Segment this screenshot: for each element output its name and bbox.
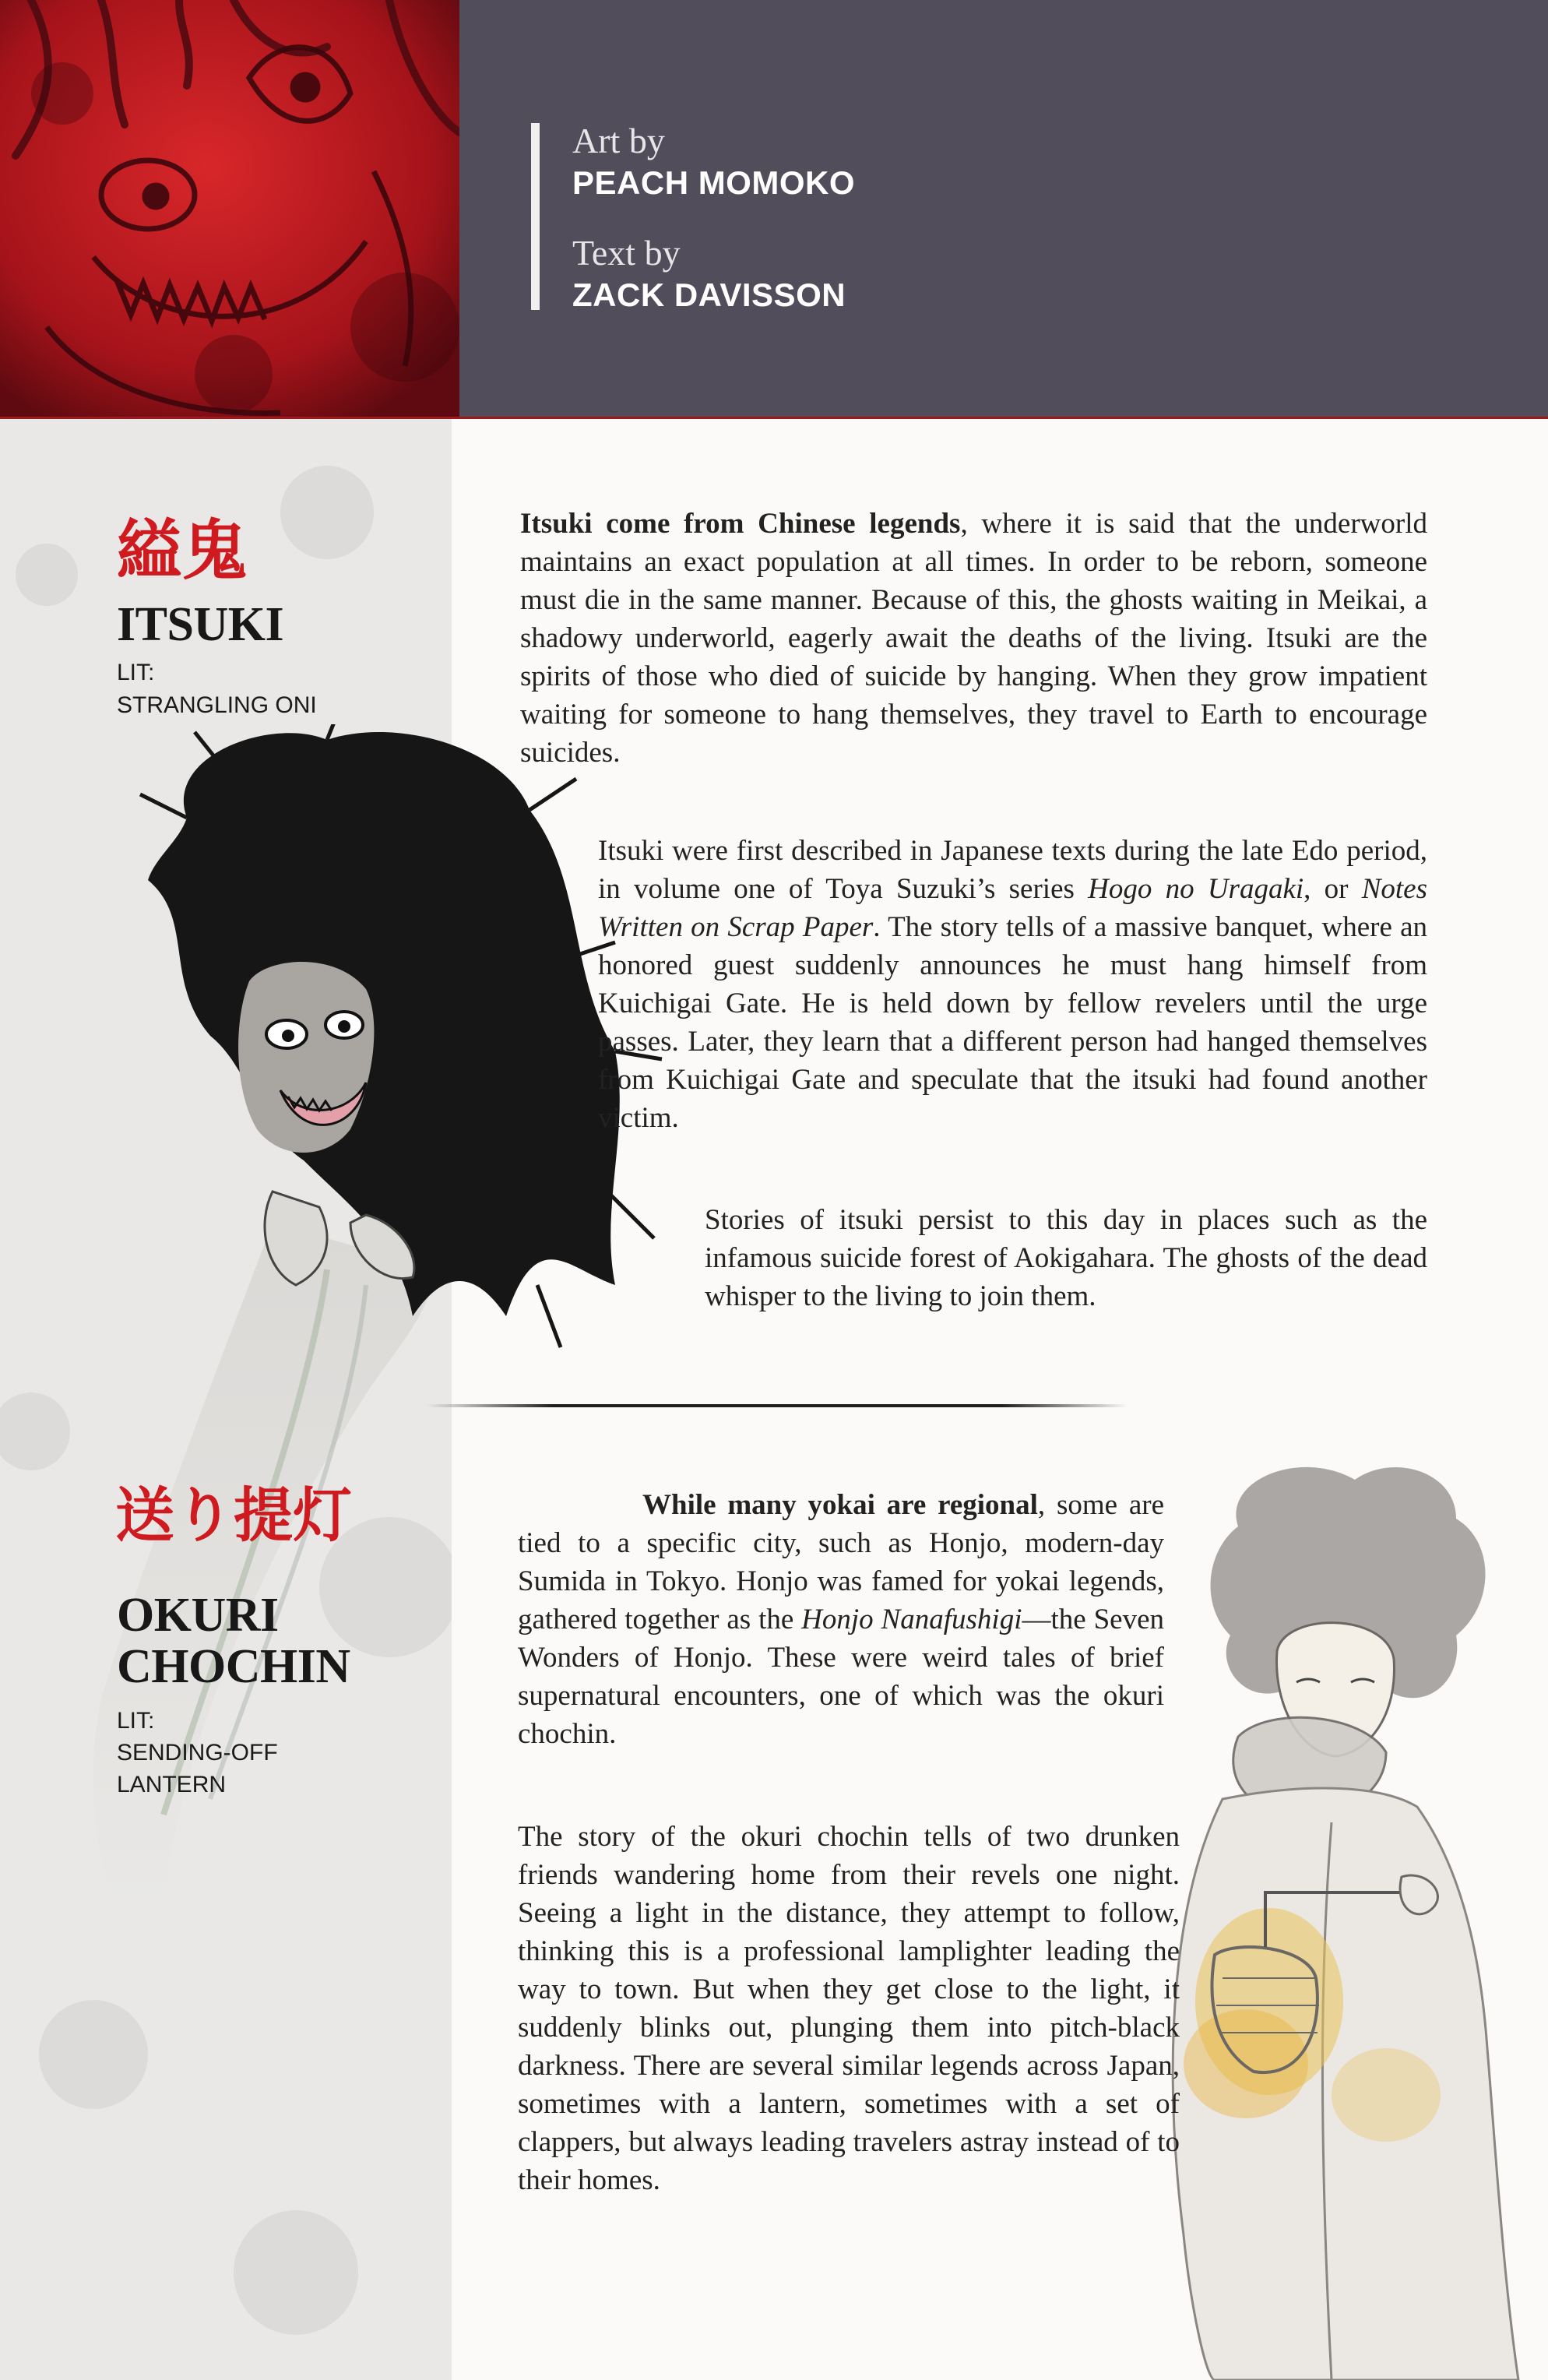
- oni-face-icon: [0, 0, 459, 417]
- art-by-name: PEACH MOMOKO: [572, 164, 855, 201]
- itsuki-lead: Itsuki come from Chinese legends: [520, 508, 961, 540]
- itsuki-p2-a: Itsuki were first described in Japanese texts during the late Edo period, in volume one of Toya Suzuki’s series: [598, 835, 1427, 905]
- okuri-p1-b: —the Seven Wonders of Honjo. These were weird tales of brief supernatural encounters, one of which was the okuri chochin.: [518, 1604, 1164, 1750]
- okuri-p1-a: , some are tied to a specific city, such as Honjo, modern-day Sumida in Tokyo. Honjo was famed for yokai legends, gathered together as the: [518, 1489, 1164, 1635]
- itsuki-p2-title1: Hogo no Uragaki: [1088, 873, 1304, 905]
- okuri-lit-line1: SENDING-OFF: [117, 1740, 278, 1766]
- okuri-title-line2: CHOCHIN: [117, 1640, 350, 1693]
- itsuki-p2-b: , or: [1303, 873, 1362, 905]
- okuri-lead: While many yokai are regional: [642, 1489, 1038, 1521]
- itsuki-p1-text: , where it is said that the underworld maintains an exact population at all times. In order to be reborn, someone must die in the same manner. Because of this, the ghosts waiting in Meikai, a shadowy underworld, eagerly await the deaths of the living. Itsuki are the spirits of those who died of suicide by hanging. When they grow impatient waiting for someone to hang themselves, they travel to Earth to encourage suicides.: [520, 508, 1427, 769]
- text-by-name: ZACK DAVISSON: [572, 276, 846, 313]
- text-by-label: Text by: [572, 233, 681, 273]
- itsuki-paragraph-1: [520, 505, 1427, 772]
- itsuki-paragraph-2: [598, 832, 1427, 1137]
- okuri-kanji: 送り提灯: [115, 1480, 352, 1550]
- itsuki-title: ITSUKI: [117, 598, 284, 651]
- itsuki-paragraph-3: Stories of itsuki persist to this day in places such as the infamous suicide forest of Aokigahara. The ghosts of the dead whisper to the living to join them.: [705, 1204, 1427, 1312]
- okuri-lit-label: LIT:: [117, 1708, 155, 1734]
- itsuki-kanji: 縊鬼: [117, 512, 248, 589]
- okuri-lantern-woman-illustration: [1129, 1456, 1548, 2380]
- okuri-lit-line2: LANTERN: [117, 1772, 227, 1797]
- section-divider: [427, 1404, 1128, 1407]
- okuri-p1-title: Honjo Nanafushigi: [801, 1604, 1022, 1635]
- itsuki-lit-meaning: STRANGLING ONI: [117, 692, 317, 718]
- header-band: [459, 0, 1548, 417]
- itsuki-p2-c: . The story tells of a massive banquet, where an honored guest suddenly announces he must hang himself from Kuichigai Gate. He is held down by fellow revelers until the urge passes. Later, they learn that a different person had hanged themselves from Kuichigai Gate and speculate that the itsuki had found another victim.: [598, 911, 1427, 1134]
- oni-face-illustration: [0, 0, 459, 417]
- okuri-title-line1: OKURI: [117, 1589, 279, 1642]
- itsuki-lit-label: LIT:: [117, 660, 155, 685]
- itsuki-p2-title2: Notes Written on Scrap Paper: [598, 873, 1427, 943]
- okuri-paragraph-2: The story of the okuri chochin tells of two drunken friends wandering home from their revels one night. Seeing a light in the distance, they attempt to follow, thinking this is a professional lamplighter leading the way to town. But when they get close to the light, it suddenly blinks out, plunging them into pitch-black darkness. There are several similar legends across Japan, sometimes with a lantern, sometimes with a set of clappers, but always leading travelers astray instead of to their homes.: [518, 1821, 1180, 2196]
- okuri-paragraph-1: [518, 1486, 1164, 1753]
- art-by-label: Art by: [572, 121, 665, 160]
- credits-bar: [531, 123, 540, 310]
